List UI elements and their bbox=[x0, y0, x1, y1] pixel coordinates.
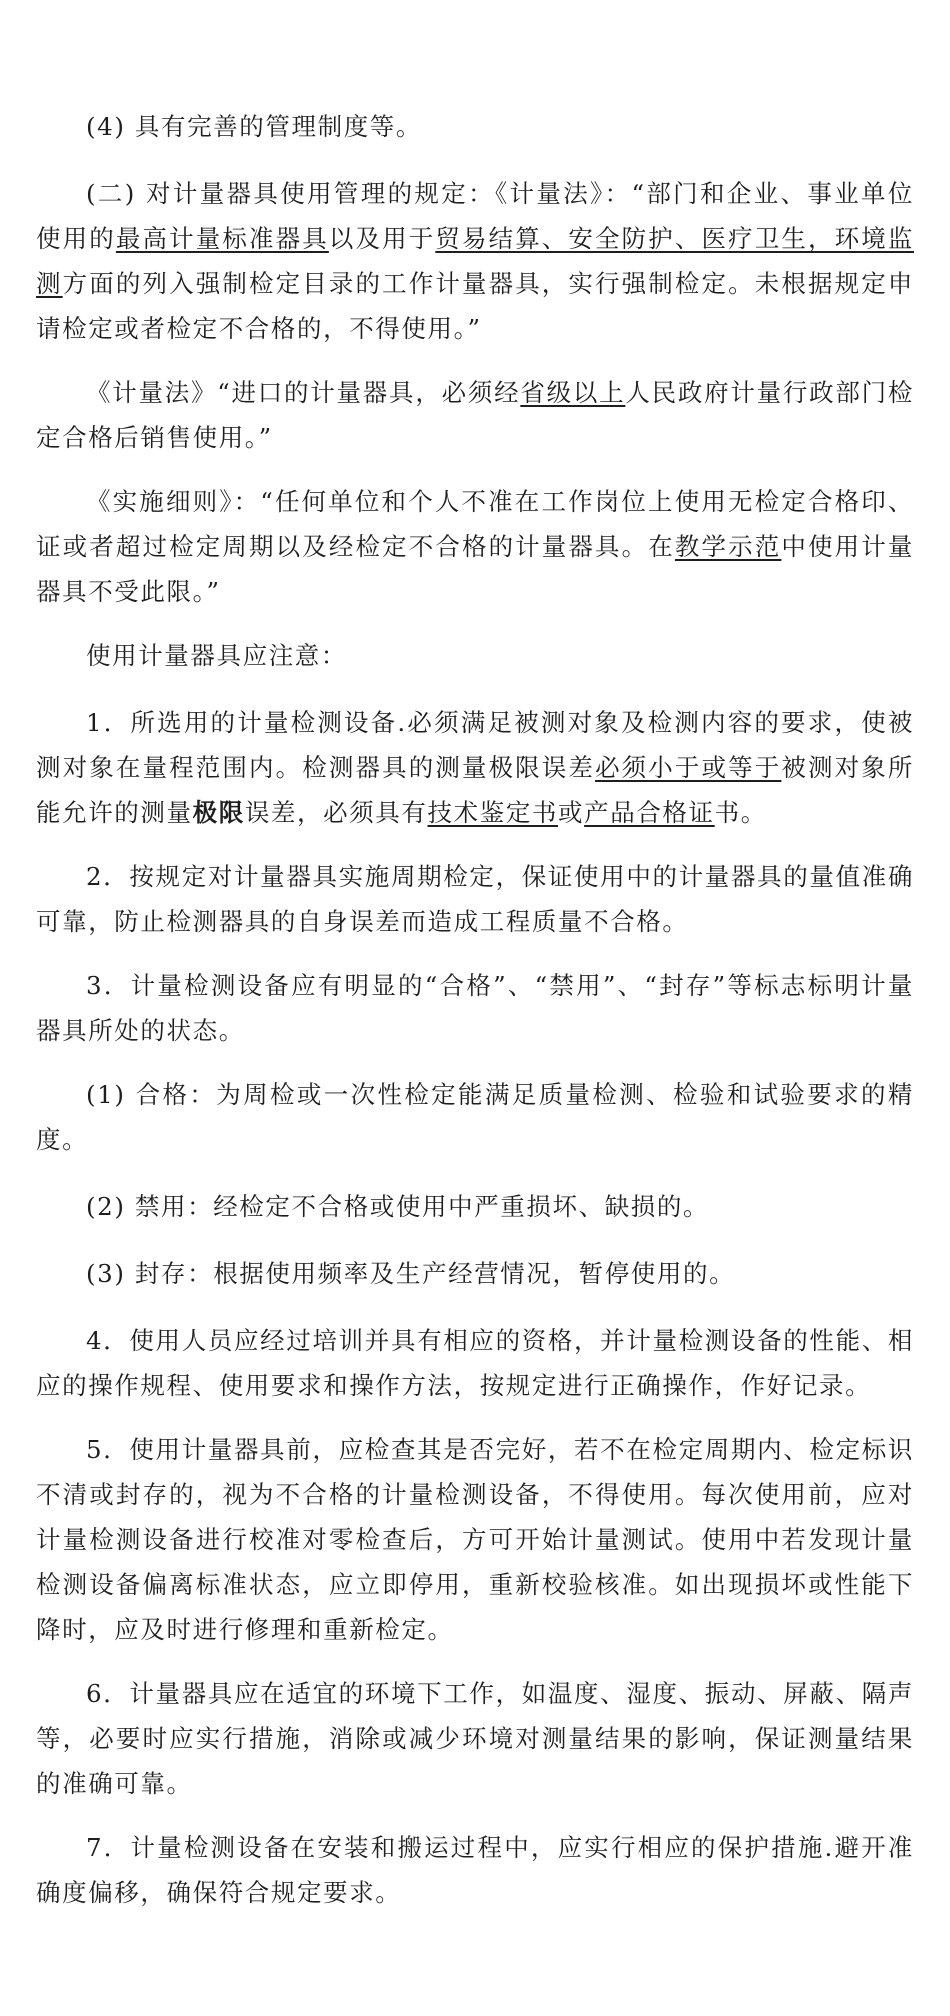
paragraph-item-6 bbox=[36, 1671, 914, 1806]
underlined-text: 必须小于或等于 bbox=[595, 753, 782, 782]
bold-text: 极限 bbox=[192, 798, 245, 827]
text-segment: 方面的列入强制检定目录的工作计量器具，实行强制检定。未根据规定申请检定或者检定不合格的，不得使用。” bbox=[36, 269, 914, 343]
text-segment: 2．按规定对计量器具实施周期检定，保证使用中的计量器具的量值准确可靠，防止检测器具的自身误差而造成工程质量不合格。 bbox=[36, 862, 914, 936]
text-segment: 7．计量检测设备在安装和搬运过程中，应实行相应的保护措施.避开准确度偏移，确保符合规定要求。 bbox=[36, 1833, 914, 1907]
paragraph-usage-notes-heading bbox=[36, 633, 914, 678]
text-segment: (3) 封存：根据使用频率及生产经营情况，暂停使用的。 bbox=[86, 1259, 736, 1288]
paragraph-import-rule bbox=[36, 370, 914, 460]
text-segment: 3．计量检测设备应有明显的“合格”、“禁用”、“封存”等标志标明计量器具所处的状态。 bbox=[36, 971, 914, 1045]
text-segment: 误差，必须具有 bbox=[244, 798, 428, 827]
text-segment: 使用计量器具应注意： bbox=[86, 641, 347, 670]
paragraph-item-5 bbox=[36, 1427, 914, 1652]
text-segment: 5．使用计量器具前，应检查其是否完好，若不在检定周期内、检定标识不清或封存的，视为不合格的计量检测设备，不得使用。每次使用前，应对计量检测设备进行校准对零检查后，方可开始计量测试。使用中若发现计量检测设备偏离标准状态，应立即停用，重新校验核准。如出现损坏或性能下降时，应及时进行修理和重新检定。 bbox=[36, 1435, 914, 1644]
text-segment: 4．使用人员应经过培训并具有相应的资格，并计量检测设备的性能、相应的操作规程、使用要求和操作方法，按规定进行正确操作，作好记录。 bbox=[36, 1326, 914, 1400]
paragraph-item-1 bbox=[36, 700, 914, 835]
underlined-text: 贸易结算、安全防护、医疗卫生，环境监测 bbox=[36, 224, 914, 298]
underlined-text: 教学示范 bbox=[674, 532, 782, 561]
paragraph-status-sealed bbox=[36, 1251, 914, 1296]
text-segment: 6．计量器具应在适宜的环境下工作，如温度、湿度、振动、屏蔽、隔声等，必要时应实行措施，消除或减少环境对测量结果的影响，保证测量结果的准确可靠。 bbox=[36, 1679, 914, 1798]
underlined-text: 产品合格证 bbox=[584, 798, 715, 827]
underlined-text: 技术鉴定书 bbox=[427, 798, 559, 827]
text-segment: 《计量法》“进口的计量器具，必须经 bbox=[86, 378, 521, 407]
text-segment: (1) 合格：为周检或一次性检定能满足质量检测、检验和试验要求的精度。 bbox=[36, 1080, 914, 1154]
text-segment: 1．所选用的计量检测设备.必须满足被测对象及检测内容的要求，使被测对象在量程范围内。检测器具的测量极限误差 bbox=[36, 708, 914, 782]
paragraph-status-qualified bbox=[36, 1072, 914, 1162]
paragraph-status-disabled bbox=[36, 1184, 914, 1229]
text-segment: 以及用于 bbox=[328, 224, 436, 253]
paragraph-item-4 bbox=[36, 1318, 914, 1408]
paragraph-implementation-rules bbox=[36, 479, 914, 614]
underlined-text: 最高计量标准器具 bbox=[115, 224, 329, 253]
text-segment: 中使用计量器具不受此限。” bbox=[36, 532, 915, 606]
text-segment: (4) 具有完善的管理制度等。 bbox=[86, 112, 422, 141]
paragraph-management-system bbox=[36, 104, 914, 149]
text-segment: (二) 对计量器具使用管理的规定：《计量法》：“部门和企业、事业单位使用的 bbox=[36, 179, 914, 253]
text-segment: 《实施细则》：“任何单位和个人不准在工作岗位上使用无检定合格印、证或者超过检定周期以及经检定不合格的计量器具。在 bbox=[36, 487, 914, 561]
text-segment: 书。 bbox=[714, 798, 767, 827]
text-segment: 或 bbox=[558, 798, 585, 827]
text-segment: 被测对象所能允许的测量 bbox=[36, 753, 915, 827]
paragraph-item-2 bbox=[36, 854, 914, 944]
paragraph-item-3 bbox=[36, 963, 914, 1053]
underlined-text: 省级以上 bbox=[520, 378, 626, 407]
paragraph-item-7 bbox=[36, 1825, 914, 1915]
paragraph-usage-regulation bbox=[36, 171, 914, 351]
text-segment: 人民政府计量行政部门检定合格后销售使用。” bbox=[36, 378, 914, 452]
text-segment: (2) 禁用：经检定不合格或使用中严重损坏、缺损的。 bbox=[86, 1192, 710, 1221]
